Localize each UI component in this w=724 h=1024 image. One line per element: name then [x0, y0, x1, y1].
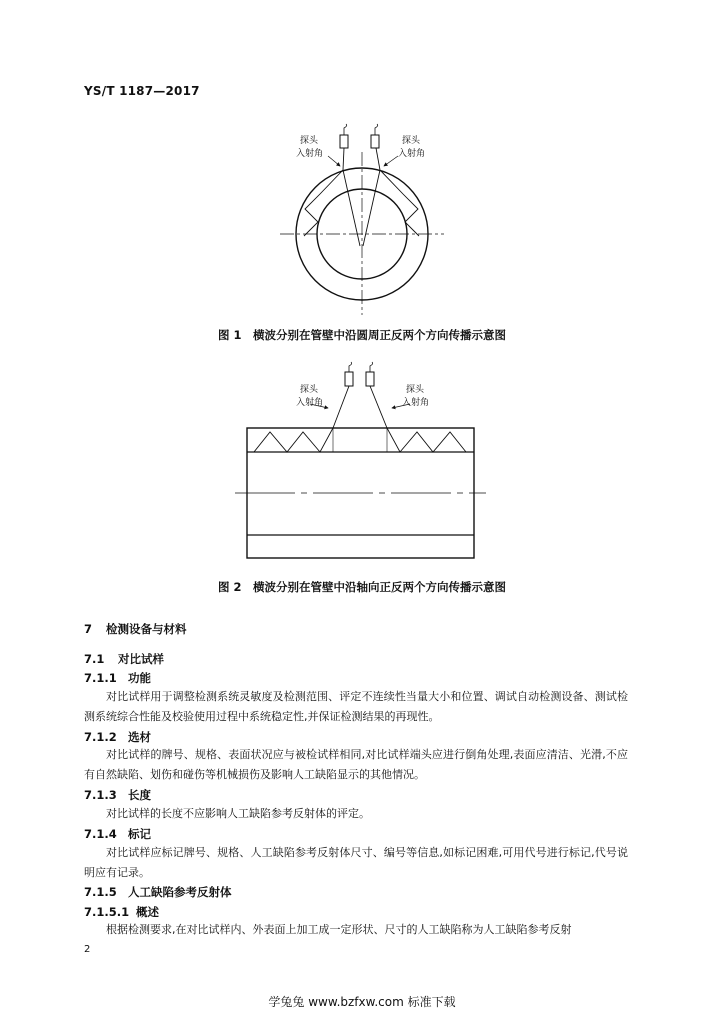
footer-watermark: 学兔兔 www.bzfxw.com 标准下载: [268, 995, 456, 1009]
section-7-1-title: 对比试样: [118, 652, 164, 666]
section-7-1-2-heading: [84, 729, 151, 745]
figure-2-caption: 图 2 横波分别在管壁中沿轴向正反两个方向传播示意图: [217, 580, 506, 594]
section-7-1-3-heading: [84, 787, 151, 803]
fig2-label-left-probe: 探头: [300, 385, 319, 395]
section-7-1-3-number: 7.1.3: [84, 788, 117, 802]
fig2-probe-right: [366, 362, 374, 386]
wave-path-left: [304, 170, 360, 246]
figure-1-diagram: [0, 115, 724, 315]
fig2-wave-left: [254, 428, 333, 452]
fig1-label-right-angle: 入射角: [398, 149, 426, 159]
fig2-probe-left: [345, 362, 353, 386]
section-7-1-4-body: 对比试样应标记牌号、规格、人工缺陷参考反射体尺寸、编号等信息,如标记困难,可用代号进行标记,代号说明应有记录。: [84, 846, 628, 879]
section-7-1-1-number: 7.1.1: [84, 671, 117, 685]
angle-arrow-left: [328, 156, 340, 166]
document-id: YS/T 1187—2017: [84, 84, 200, 98]
page-number: 2: [84, 944, 91, 955]
section-7-1-5-1-title: 概述: [136, 905, 159, 919]
figure-1-caption: 图 1 横波分别在管壁中沿圆周正反两个方向传播示意图: [217, 328, 506, 342]
section-7-1-5-1-body: 根据检测要求,在对比试样内、外表面上加工成一定形状、尺寸的人工缺陷称为人工缺陷参考反射: [106, 923, 572, 936]
section-7-title: 检测设备与材料: [106, 622, 187, 636]
fig2-label-right-angle: 入射角: [402, 398, 430, 408]
probe-left: [340, 124, 348, 148]
fig1-label-right-probe: 探头: [402, 136, 421, 146]
probe-right: [371, 124, 379, 148]
section-7-number: 7: [84, 622, 93, 636]
section-7-1-2-body: 对比试样的牌号、规格、表面状况应与被检试样相同,对比试样端头应进行倒角处理,表面应清洁、光滑,不应有自然缺陷、划伤和碰伤等机械损伤及影响人工缺陷显示的其他情况。: [84, 748, 628, 781]
section-7-1-5-1-number: 7.1.5.1: [84, 905, 130, 919]
fig2-label-right-probe: 探头: [406, 385, 425, 395]
figure-2-diagram: [0, 360, 724, 565]
section-7-1-3-body: 对比试样的长度不应影响人工缺陷参考反射体的评定。: [106, 807, 370, 820]
section-7-heading: [84, 621, 187, 637]
section-7-1-4-number: 7.1.4: [84, 827, 117, 841]
fig1-label-left-angle: 入射角: [296, 149, 324, 159]
section-7-1-1-body: 对比试样用于调整检测系统灵敏度及检测范围、评定不连续性当量大小和位置、调试自动检测设备、测试检测系统综合性能及校验使用过程中系统稳定性,并保证检测结果的再现性。: [84, 690, 628, 723]
section-7-1-5-title: 人工缺陷参考反射体: [128, 885, 232, 899]
section-7-1-4-title: 标记: [128, 827, 151, 841]
fig2-wave-right: [387, 428, 466, 452]
section-7-1-1-title: 功能: [128, 671, 151, 685]
fig1-label-left-probe: 探头: [300, 136, 319, 146]
fig2-label-left-angle: 入射角: [296, 398, 324, 408]
section-7-1-4-heading: [84, 826, 151, 842]
section-7-1-2-number: 7.1.2: [84, 730, 117, 744]
section-7-1-5-number: 7.1.5: [84, 885, 117, 899]
section-7-1-heading: [84, 651, 164, 667]
section-7-1-3-title: 长度: [128, 788, 151, 802]
section-7-1-5-1-heading: [84, 904, 159, 920]
angle-arrow-right: [384, 156, 398, 166]
section-7-1-2-title: 选材: [128, 730, 151, 744]
wave-path-right: [363, 170, 419, 246]
section-7-1-number: 7.1: [84, 652, 105, 666]
section-7-1-1-heading: [84, 670, 151, 686]
section-7-1-5-heading: [84, 884, 232, 900]
